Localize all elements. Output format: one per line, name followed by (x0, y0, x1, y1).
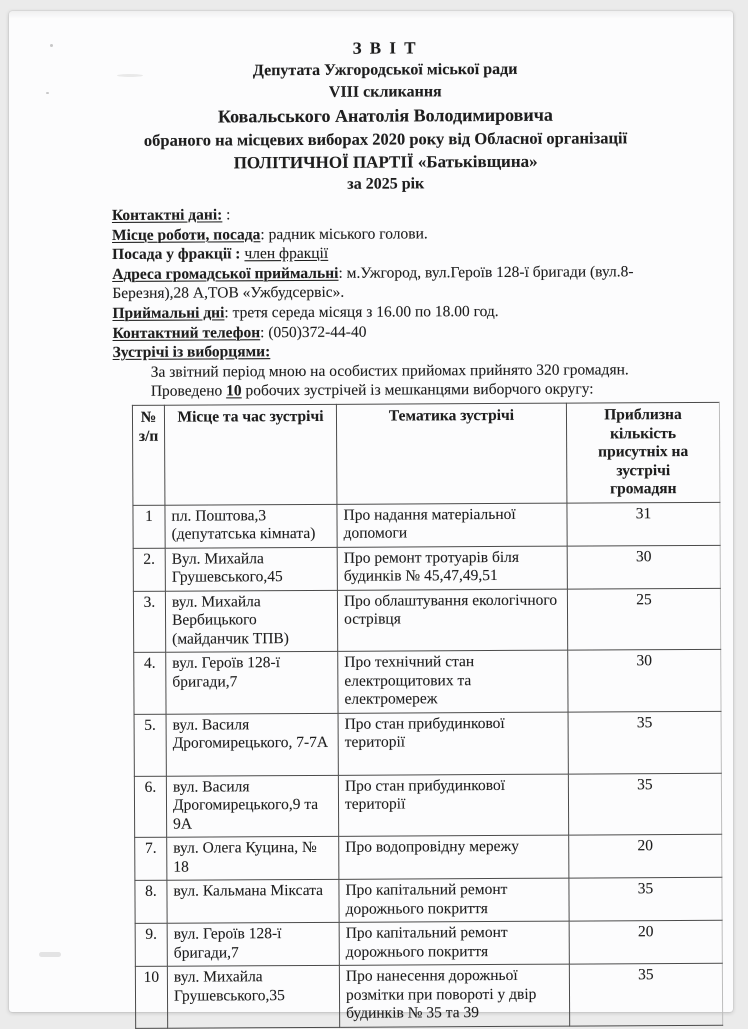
cell-count: 35 (569, 963, 722, 1025)
table-row (135, 963, 722, 1028)
meetings-table (132, 402, 723, 1029)
document-content (111, 36, 689, 1029)
party-name: ПОЛІТИЧНОЇ ПАРТІЇ «Батьківщина» (233, 151, 538, 173)
cell-place: Вул. Михайла Грушевського,45 (165, 547, 337, 591)
cell-number: 3. (133, 591, 165, 653)
contact-value: : радник міського голови. (260, 224, 428, 243)
cell-topic: Про водопровідну мережу (339, 835, 569, 879)
cell-topic: Про стан прибудинкової території (338, 712, 568, 775)
cell-place: вул. Василя Дрогомирецького, 7-7А (166, 713, 338, 776)
cell-number: 6. (134, 776, 166, 838)
cell-count: 35 (568, 773, 721, 835)
report-year: за 2025 рік (347, 175, 425, 193)
table-row (135, 920, 722, 966)
cell-number: 7. (135, 837, 167, 880)
contact-label: Посада у фракції : (112, 245, 241, 264)
cell-topic: Про капітальний ремонт дорожнього покриття (339, 921, 569, 965)
election-line: обраного на місцевих виборах 2020 року від Обласної організації (143, 128, 628, 150)
cell-number: 1 (133, 505, 165, 548)
cell-number: 10 (135, 966, 167, 1028)
header-cell-topic: Тематика зустрічі (336, 403, 567, 504)
cell-place: вул. Олега Куцина, № 18 (167, 836, 339, 880)
header-cell-place: Місце та час зустрічі (164, 404, 337, 504)
meetings-count-paragraph (113, 379, 661, 401)
contact-value: : м.Ужгород, вул.Героїв 128-ї бригади (вул.8-Березня),28 А,ТОВ «Ужбудсервіс». (112, 263, 634, 303)
cell-topic: Про капітальний ремонт дорожнього покриття (339, 878, 569, 922)
paragraph-text: робочих зустрічей із мешканцями виборчого округу: (241, 380, 594, 400)
cell-count: 30 (568, 649, 721, 711)
cell-number: 2. (133, 548, 165, 591)
table-row (134, 773, 721, 838)
cell-place: вул. Героїв 128-ї бригади,7 (166, 651, 338, 713)
cell-count: 30 (567, 545, 720, 589)
cell-count: 35 (569, 877, 722, 921)
contact-value: : (050)372-44-40 (260, 323, 367, 341)
cell-count: 31 (567, 502, 720, 546)
report-convocation: VIII скликання (328, 83, 442, 101)
cell-number: 9. (135, 923, 167, 966)
cell-count: 35 (568, 711, 721, 774)
header-cell-number: № з/п (132, 405, 165, 505)
cell-place: пл. Поштова,3 (депутатська кімната) (165, 504, 337, 548)
cell-count: 25 (567, 588, 720, 650)
contact-label: Приймальні дні (112, 304, 225, 322)
scan-smudge (39, 952, 61, 957)
contact-value: : третя середа місяця з 16.00 по 18.00 год. (224, 302, 499, 322)
scan-speckle (50, 44, 53, 47)
paragraph-text: Проведено (150, 382, 227, 400)
table-row (134, 711, 721, 776)
cell-topic: Про надання матеріальної допомоги (337, 503, 567, 547)
contact-line (112, 262, 670, 304)
cell-topic: Про стан прибудинкової території (338, 774, 568, 837)
contact-value: : (222, 206, 231, 224)
table-row (133, 502, 720, 548)
document-page (9, 11, 733, 1022)
cell-place: вул. Михайла Грушевського,35 (167, 965, 339, 1027)
meetings-count-value: 10 (226, 382, 242, 400)
header-cell-count: Приблизна кількість присутніх на зустрічі громадян (566, 402, 720, 502)
report-subtitle-council: Депутата Ужгородської міської ради (252, 60, 518, 80)
deputy-name: Ковальського Анатолія Володимировича (217, 104, 553, 127)
contact-label: Контактні дані: (111, 206, 223, 224)
cell-place: вул. Василя Дрогомирецького,9 та 9А (166, 775, 338, 837)
cell-topic: Про ремонт тротуарів біля будинків № 45,47,49,51 (337, 546, 567, 590)
table-row (134, 649, 721, 714)
report-title-block (111, 36, 660, 197)
received-citizens-paragraph: За звітний період мною на особистих прийомах прийнято 320 громадян. (150, 361, 629, 381)
table-row (133, 588, 720, 653)
table-row (133, 545, 720, 591)
contact-value: член фракції (244, 245, 329, 263)
cell-topic: Про нанесення дорожньої розмітки при повороті у двір будинків № 35 та 39 (339, 964, 569, 1027)
cell-topic: Про облаштування екологічного острівця (337, 589, 567, 652)
contact-label: Адреса громадської приймальні (112, 264, 339, 283)
cell-place: вул. Михайла Вербицького (майданчик ТПВ) (165, 590, 337, 652)
contact-label: Контактний телефон (112, 323, 261, 342)
contact-label: Місце роботи, посада (111, 225, 261, 244)
cell-number: 5. (134, 714, 166, 776)
contact-section (112, 203, 671, 343)
cell-number: 4. (134, 652, 166, 714)
voters-meetings-heading: Зустрічі із виборцями: (112, 343, 271, 362)
table-row (135, 834, 722, 880)
cell-count: 20 (569, 834, 722, 878)
cell-number: 8. (135, 880, 167, 923)
table-row (135, 877, 722, 923)
table-header-row (132, 402, 720, 505)
cell-topic: Про технічний стан електрощитових та електромереж (338, 650, 568, 713)
report-title: З В І Т (352, 38, 418, 58)
cell-place: вул. Героїв 128-ї бригади,7 (167, 922, 339, 966)
cell-count: 20 (569, 920, 722, 964)
page-edge-shadow (9, 11, 733, 19)
cell-place: вул. Кальмана Міксата (167, 879, 339, 923)
scan-speckle (46, 92, 49, 94)
